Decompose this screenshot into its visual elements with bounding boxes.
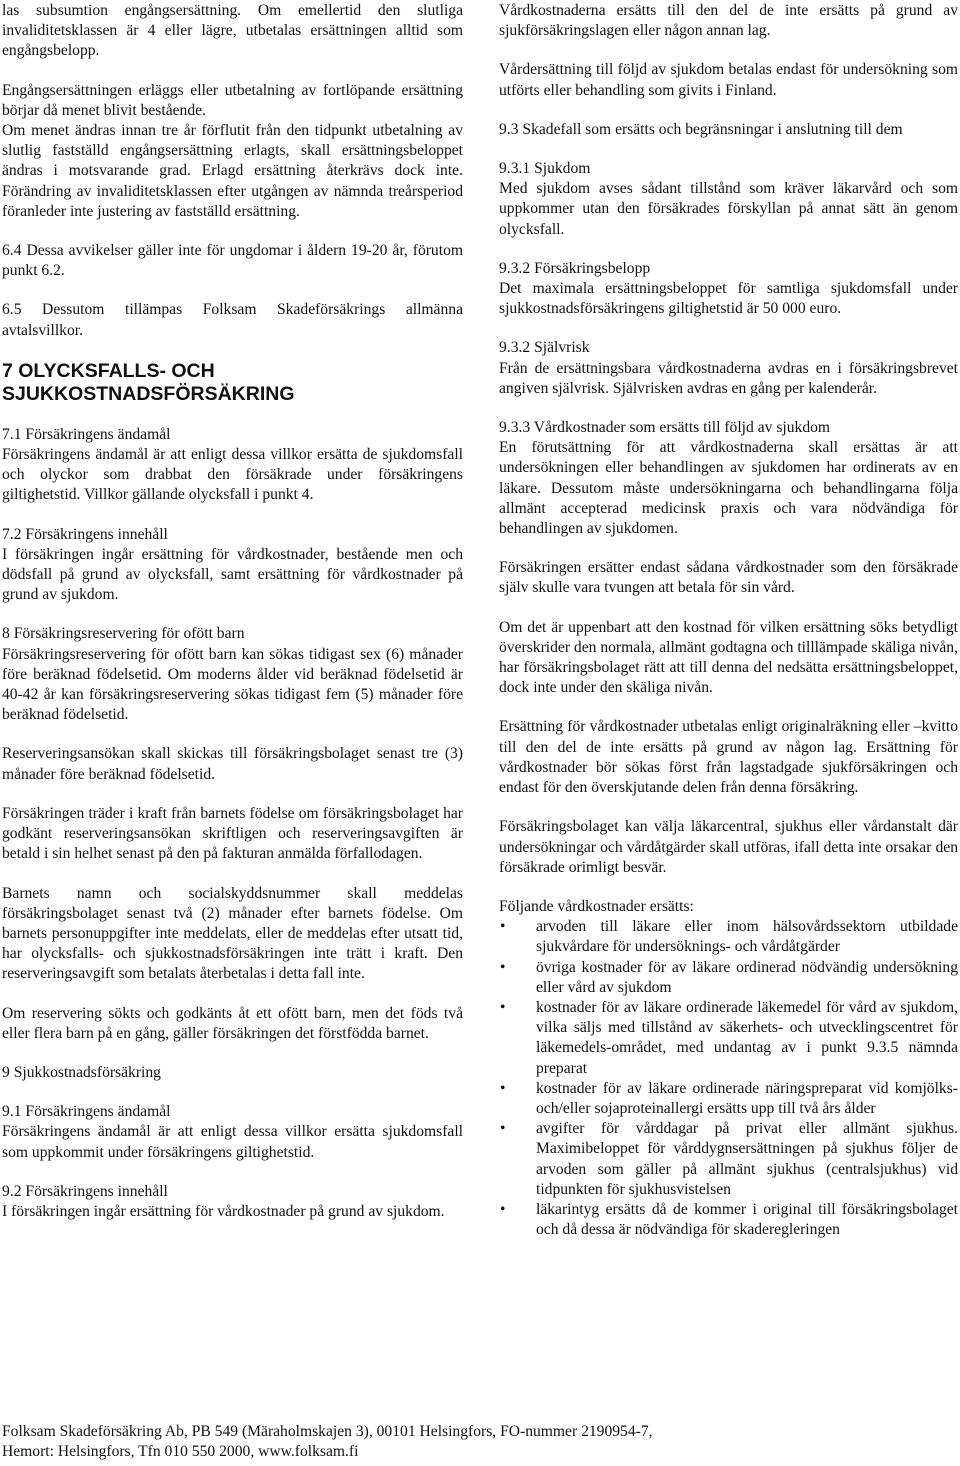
paragraph: Om det är uppenbart att den kostnad för vilken ersättning söks betydligt överskrider den normala, allmänt godtagna och tilllämpade skäliga nivån, har försäkringsbolaget rätt att till denna del nedsätta ersättningsbeloppet, dock inte under den skäliga nivån. [499, 618, 959, 697]
paragraph: Barnets namn och socialskyddsnummer skall meddelas försäkringsbolaget senast två (2) månader efter barnets födelse. Om barnets personuppgifter inte meddelats, eller de meddelas efter utsatt tid, har olycksfalls- och sjukkostnadsförsäkringen inte trätt i kraft. Den reserveringsavgift som betalats återbetalas i detta fall inte. [2, 884, 463, 983]
subsection-title: 9 Sjukkostnadsförsäkring [2, 1063, 161, 1081]
section-9-2 [2, 1182, 463, 1222]
list-item [499, 1079, 958, 1119]
paragraph: 6.4 Dessa avvikelser gäller inte för ungdomar i åldern 19-20 år, förutom punkt 6.2. [2, 242, 463, 280]
paragraph: las subsumtion engångsersättning. Om emellertid den slutliga invaliditetsklassen är 4 eller lägre, utbetalas ersättningen alltid som engångsbelopp. [2, 2, 463, 60]
paragraph: Vårdkostnaderna ersätts till den del de inte ersätts på grund av sjukförsäkringslagen eller någon annan lag. [499, 2, 958, 40]
list-item-text: avgifter för vårddagar på privat eller allmänt sjukhus. Maximibeloppet för vårddygnsersättningen på sjukhus följer de arvoden som gäller på allmänt sjukhus (centralsjukhus) vid tidpunkten för sjukhusvistelsen [536, 1120, 958, 1198]
paragraph: Försäkringsreservering för ofött barn kan sökas tidigast sex (6) månader före beräknad födelsetid. Om moderns ålder vid beräknad födelsetid är 40-42 år kan försäkringsreservering sökas tidigast fem (5) månader före beräknad födelsetid. [2, 645, 463, 724]
bullet-icon: • [500, 1200, 506, 1218]
cost-list-section [499, 897, 958, 1240]
list-item-text: kostnader för av läkare ordinerade näringspreparat vid komjölks- och/eller sojaproteinallergi ersätts upp till två års ålder [536, 1079, 958, 1117]
bullet-icon: • [500, 1120, 506, 1138]
cost-list [499, 917, 958, 1240]
paragraph: 6.5 Dessutom tillämpas Folksam Skadeförsäkrings allmänna avtalsvillkor. [2, 301, 463, 339]
section-9-3-1 [499, 159, 958, 240]
paragraph: Med sjukdom avses sådant tillstånd som kräver läkarvård och som uppkommer utan den försäkrades förskyllan på annat sätt än genom olycksfall. [499, 180, 958, 238]
footer-line: Folksam Skadeförsäkring Ab, PB 549 (Märaholmskajen 3), 00101 Helsingfors, FO-nummer 2190954-7, [2, 1423, 653, 1440]
paragraph: Engångsersättningen erläggs eller utbetalning av fortlöpande ersättning börjar då menet blivit bestående. [2, 81, 463, 119]
list-item [499, 998, 958, 1079]
section-8 [2, 624, 463, 725]
section-7-1 [2, 425, 463, 506]
subsection-title: 9.3 Skadefall som ersätts och begränsningar i anslutning till dem [499, 120, 903, 138]
paragraph: Ersättning för vårdkostnader utbetalas enligt originalräkning eller –kvitto till den del de inte ersätts på grund av någon lag. Ersättning för vårdkostnader bör sökas först från lagstadgade sjukförsäkringen och endast för den överskjutande delen från denna försäkring. [499, 718, 958, 797]
section-9-3-3 [499, 418, 958, 539]
subsection-title: 9.3.2 Självrisk [499, 339, 590, 357]
list-item [499, 917, 958, 957]
paragraph: Försäkringen ersätter endast sådana vårdkostnader som den försäkrade själv skulle vara tvungen att betala för sin vård. [499, 559, 958, 597]
list-item [499, 1200, 958, 1240]
paragraph: Försäkringen träder i kraft från barnets födelse om försäkringsbolaget har godkänt reserveringsansökan skriftligen och reserveringsavgiften är betald i sin helhet senast på den på fakturan anmälda förfallodagen. [2, 804, 463, 863]
bullet-icon: • [500, 998, 506, 1016]
paragraph: I försäkringen ingår ersättning för vårdkostnader på grund av sjukdom. [2, 1202, 445, 1220]
subsection-title: 9.3.3 Vårdkostnader som ersätts till följd av sjukdom [499, 419, 831, 437]
bullet-icon: • [500, 1079, 506, 1097]
subsection-title: 7.2 Försäkringens innehåll [2, 525, 168, 543]
paragraph: Om menet ändras innan tre år förflutit från den tidpunkt utbetalning av slutlig fastställd engångsersättning erlagts, skall ersättningsbeloppet ändras i motsvarande grad. Erlagd ersättning återkrävs dock inte. Förändring av invaliditetsklassen efter utgången av nämnda treårsperiod föranleder inte justering av fastställd ersättning. [2, 122, 463, 220]
section-heading: 7 OLYCKSFALLS- OCH SJUKKOSTNADSFÖRSÄKRING [2, 359, 295, 405]
subsection-title: 8 Försäkringsreservering för ofött barn [2, 625, 245, 643]
list-title: Följande vårdkostnader ersätts: [499, 897, 694, 915]
subsection-title: 9.3.1 Sjukdom [499, 160, 591, 178]
paragraph: Det maximala ersättningsbeloppet för samtliga sjukdomsfall under sjukkostnadsförsäkringens giltighetstid är 50 000 euro. [499, 280, 958, 318]
list-item-text: läkarintyg ersätts då de kommer i original till försäkringsbolaget och då dessa är nödvändiga för skaderegleringen [536, 1200, 958, 1239]
subsection-title: 9.2 Försäkringens innehåll [2, 1182, 168, 1200]
right-column [499, 1, 958, 1259]
list-item [499, 958, 958, 998]
paragraph: Vårdersättning till följd av sjukdom betalas endast för undersökning som utförts eller behandling som givits i Finland. [499, 61, 958, 99]
list-item [499, 1119, 958, 1200]
paragraph: En förutsättning för att vårdkostnaderna skall ersättas är att undersökningen eller behandlingen av sjukdomen har ordinerats av en läkare. Dessutom måste undersökningarna och behandlingarna följa allmänt accepterad medicinsk praxis och vara nödvändiga för behandlingen av sjukdomen. [499, 439, 958, 538]
paragraph: Reserveringsansökan skall skickas till försäkringsbolaget senast tre (3) månader före beräknad födelsetid. [2, 745, 463, 783]
paragraph: Försäkringens ändamål är att enligt dessa villkor ersätta de sjukdomsfall och olyckor som drabbat den försäkrade under försäkringens giltighetstid. Villkor gällande olycksfall i punkt 4. [2, 446, 463, 504]
paragraph: Försäkringsbolaget kan välja läkarcentral, sjukhus eller vårdanstalt där undersökningar och vårdåtgärder skall utföras, ifall detta inte orsakar den försäkrade orimligt besvär. [499, 818, 958, 876]
subsection-title: 9.1 Försäkringens ändamål [2, 1103, 171, 1121]
paragraph: I försäkringen ingår ersättning för vårdkostnader, bestående men och dödsfall på grund av olycksfall, samt ersättning för vårdkostnader på grund av sjukdom. [2, 545, 463, 604]
page-footer [2, 1422, 932, 1462]
section-7-2 [2, 525, 463, 606]
subsection-title: 7.1 Försäkringens ändamål [2, 425, 171, 443]
paragraph: Om reservering sökts och godkänts åt ett ofött barn, men det föds två eller flera barn på en gång, gäller försäkringen det förstfödda barnet. [2, 1004, 463, 1042]
section-9-3-2-sjalvrisk [499, 338, 958, 399]
list-item-text: övriga kostnader för av läkare ordinerad nödvändig undersökning eller vård av sjukdom [536, 958, 958, 996]
list-item-text: arvoden till läkare eller inom hälsovårdssektorn utbildade sjukvårdare för undersöknings- och vårdåtgärder [536, 918, 958, 956]
paragraph: Försäkringens ändamål är att enligt dessa villkor ersätta sjukdomsfall som uppkommit under försäkringens giltighetstid. [2, 1123, 463, 1161]
section-9-1 [2, 1102, 463, 1163]
subsection-title: 9.3.2 Försäkringsbelopp [499, 259, 651, 277]
footer-line: Hemort: Helsingfors, Tfn 010 550 2000, www.folksam.fi [2, 1443, 359, 1461]
left-column [2, 1, 463, 1241]
bullet-icon: • [500, 958, 506, 976]
list-item-text: kostnader för av läkare ordinerade läkemedel för vård av sjukdom, vilka säljs med tillstånd av säkerhets- och utvecklingscentret för läkemedels-området, med undantag av i punkt 9.3.5 nämnda preparat [536, 998, 958, 1077]
section-9-3-2-belopp [499, 259, 958, 320]
paragraph: Från de ersättningsbara vårdkostnaderna avdras en i försäkringsbrevet angiven självrisk. Självrisken avdras en gång per kalenderår. [499, 359, 958, 397]
bullet-icon: • [500, 918, 506, 936]
